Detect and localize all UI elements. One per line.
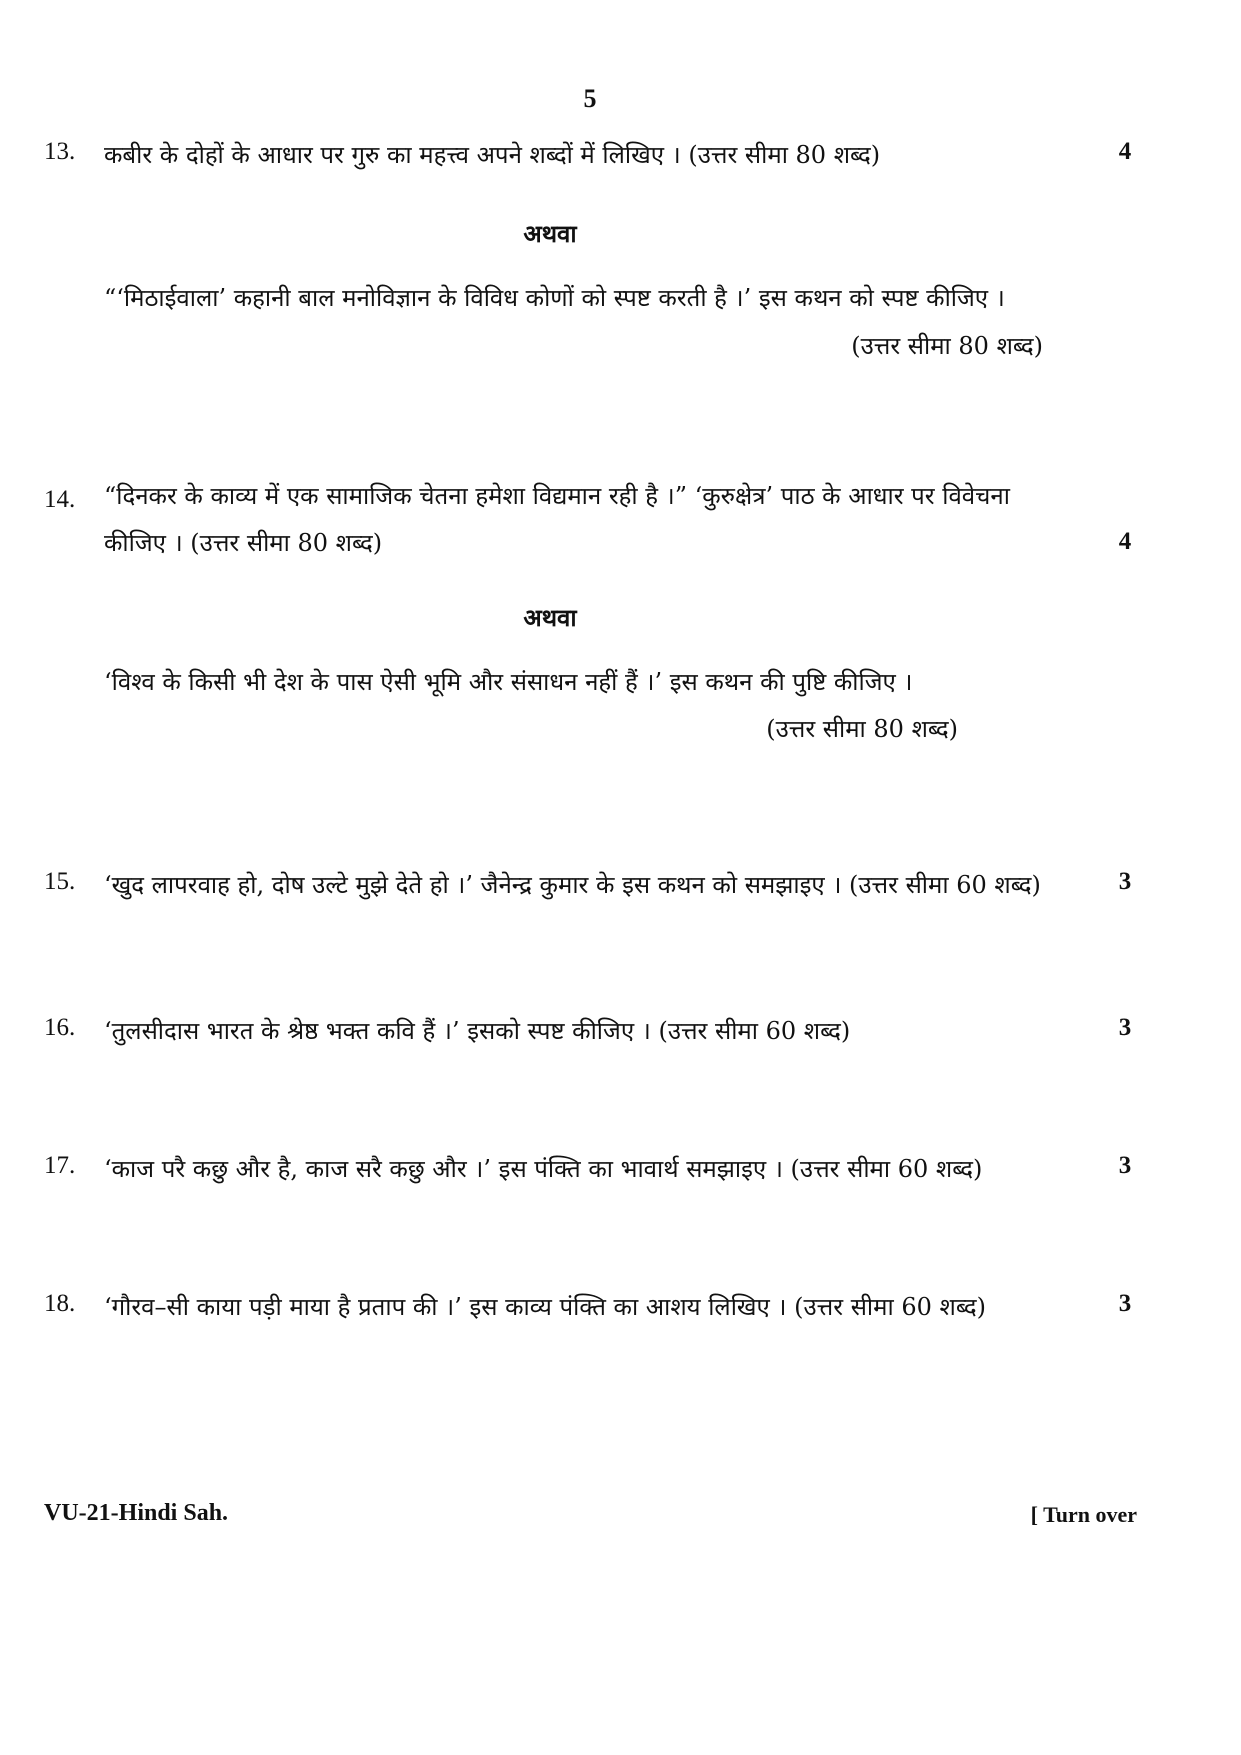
question-16-text: ‘तुलसीदास भारत के श्रेष्ठ भक्त कवि हैं ।’ इसको स्पष्ट कीजिए । (उत्तर सीमा 60 शब्द) — [104, 1017, 851, 1045]
question-15-marks: 3 — [1118, 868, 1132, 895]
question-14-alt-text: ‘विश्व के किसी भी देश के पास ऐसी भूमि और संसाधन नहीं हैं ।’ इस कथन की पुष्टि कीजिए । — [104, 668, 913, 696]
question-17-number: 17. — [44, 1152, 76, 1179]
question-13-number: 13. — [44, 138, 76, 165]
question-13-marks: 4 — [1118, 138, 1132, 165]
question-13-alt-text: “‘मिठाईवाला’ कहानी बाल मनोविज्ञान के विविध कोणों को स्पष्ट करती है ।’ इस कथन को स्पष्ट कीजिए । — [104, 284, 1005, 312]
question-14-or-label: अथवा — [523, 603, 577, 632]
question-14-text-line2: कीजिए । (उत्तर सीमा 80 शब्द) — [104, 529, 383, 557]
question-15-text: ‘खुद लापरवाह हो, दोष उल्टे मुझे देते हो ।’ जैनेन्द्र कुमार के इस कथन को समझाइए । (उत्तर सीमा 60 शब्द) — [104, 871, 1041, 899]
question-18-text: ‘गौरव–सी काया पड़ी माया है प्रताप की ।’ इस काव्य पंक्ति का आशय लिखिए । (उत्तर सीमा 60 शब्द) — [104, 1293, 986, 1321]
question-13-or-label: अथवा — [523, 219, 577, 248]
question-14-marks: 4 — [1118, 528, 1132, 555]
question-15-number: 15. — [44, 868, 76, 895]
paper-code: VU-21-Hindi Sah. — [44, 1500, 229, 1526]
question-18-marks: 3 — [1118, 1290, 1132, 1317]
question-14-alt-limit: (उत्तर सीमा 80 शब्द) — [766, 715, 958, 743]
question-14-text-line1: “दिनकर के काव्य में एक सामाजिक चेतना हमेशा विद्यमान रही है ।” ‘कुरुक्षेत्र’ पाठ के आधार पर विवेचना — [104, 482, 1010, 510]
question-18-number: 18. — [44, 1290, 76, 1317]
question-16-marks: 3 — [1118, 1014, 1132, 1041]
question-13-text: कबीर के दोहों के आधार पर गुरु का महत्त्व अपने शब्दों में लिखिए । (उत्तर सीमा 80 शब्द) — [104, 141, 881, 169]
question-17-text: ‘काज परै कछु और है, काज सरै कछु और ।’ इस पंक्ति का भावार्थ समझाइए । (उत्तर सीमा 60 शब्द) — [104, 1155, 983, 1183]
question-17-marks: 3 — [1118, 1152, 1132, 1179]
turn-over-note: [ Turn over — [1030, 1502, 1137, 1527]
question-14-number: 14. — [44, 486, 76, 513]
page-number: 5 — [583, 84, 597, 113]
question-16-number: 16. — [44, 1014, 76, 1041]
question-13-alt-limit: (उत्तर सीमा 80 शब्द) — [851, 332, 1043, 360]
